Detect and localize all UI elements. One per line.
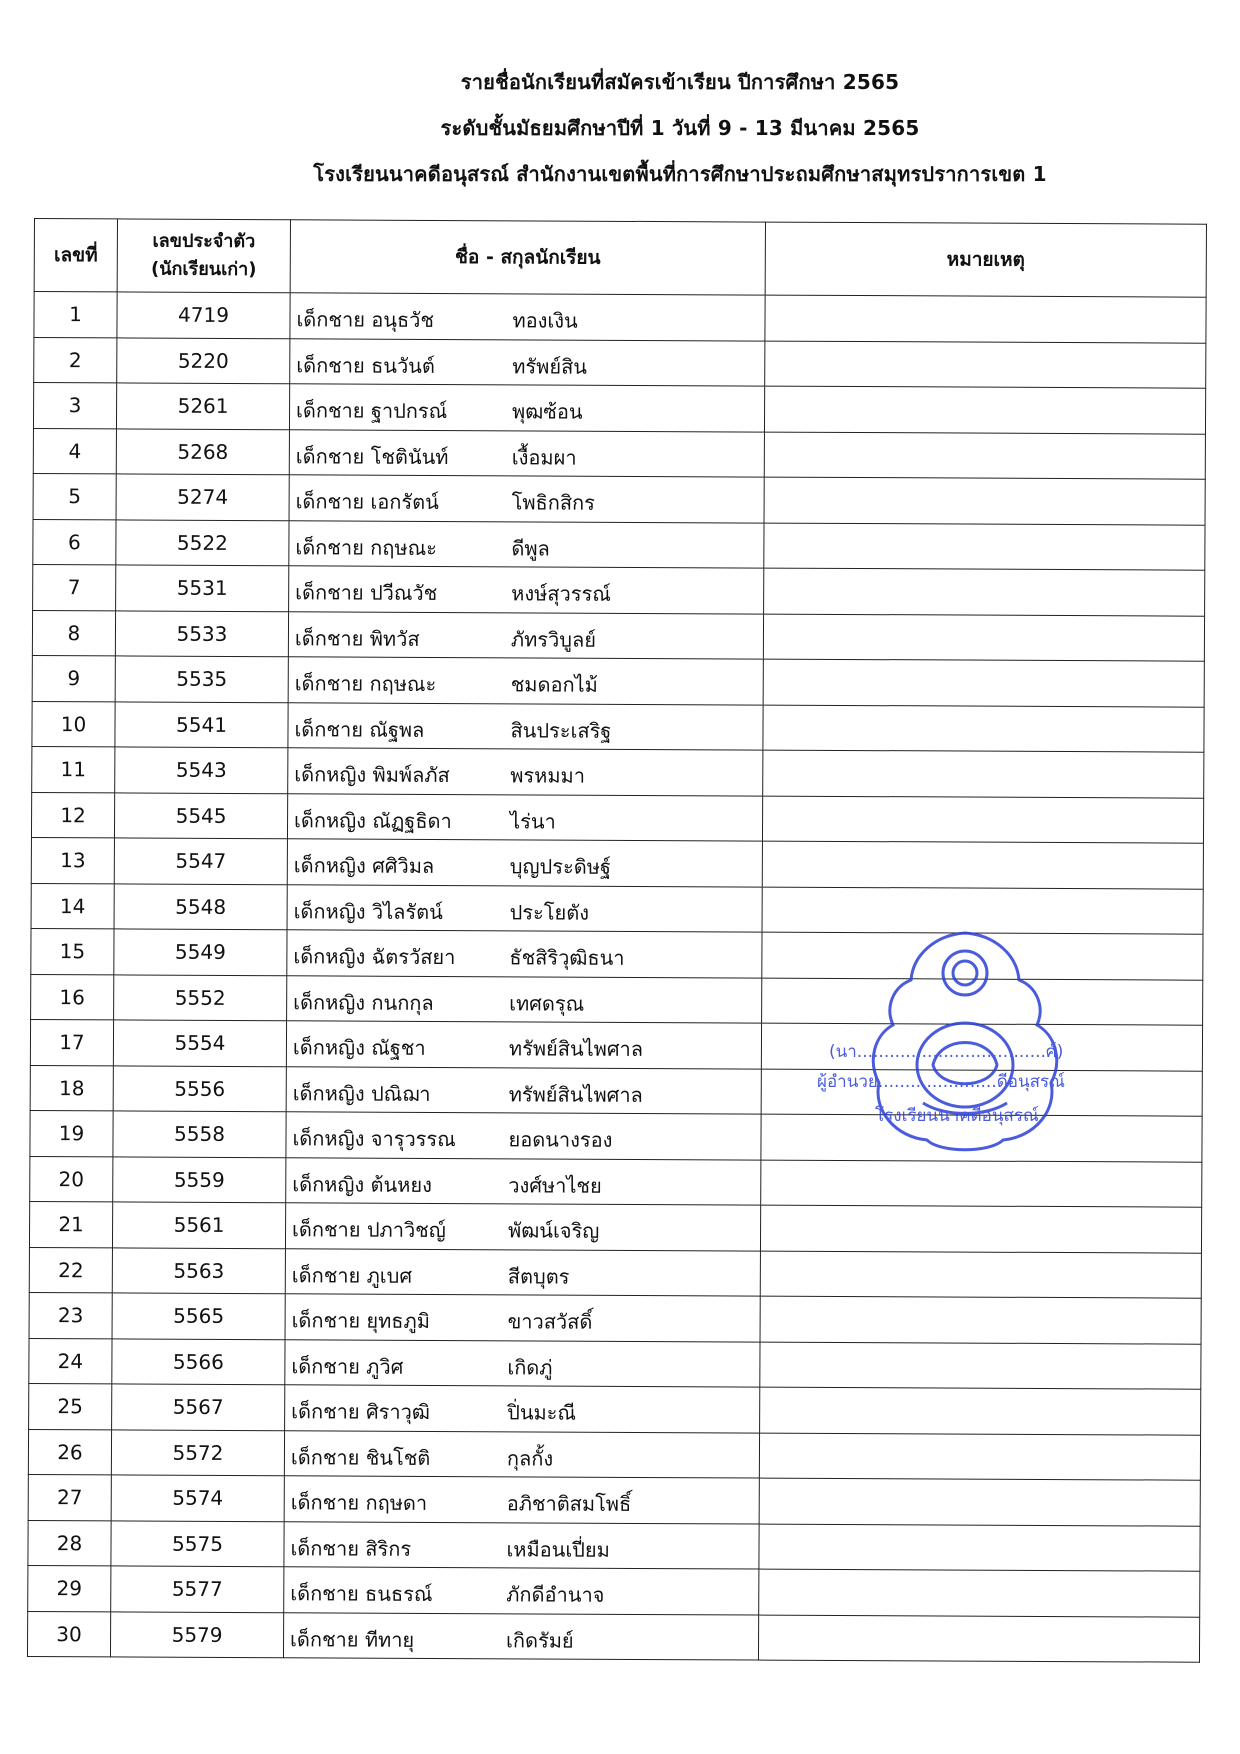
row-remark [760,1251,1201,1299]
table-row [32,655,1204,706]
row-student-name-cell [290,293,765,341]
row-surname: ภักดีอำนาจ [506,1582,605,1607]
row-no: 25 [29,1383,112,1429]
row-student-name-cell [284,1567,759,1615]
table-row [31,837,1203,888]
row-first-name: เด็กชาย ชินโชติ [290,1444,431,1470]
table-row [33,428,1205,479]
row-student-id: 5549 [114,929,287,975]
table-row [32,701,1204,752]
row-no: 29 [28,1565,111,1611]
row-first-name: เด็กชาย สิริกร [290,1535,412,1561]
row-remark [764,432,1205,480]
row-no: 27 [28,1474,111,1520]
row-no: 22 [29,1247,112,1293]
row-student-id: 5574 [111,1475,284,1521]
table-row [33,473,1205,524]
row-remark [758,1615,1199,1663]
row-student-name-cell [285,1294,760,1342]
table-row [28,1429,1200,1480]
row-first-name: เด็กชาย ศิราวุฒิ [291,1399,431,1424]
document-subtitle: ระดับชั้นมัธยมศึกษาปีที่ 1 วันที่ 9 - 13 มีนาคม 2565 [440,116,920,140]
row-student-name-cell [287,975,762,1023]
table-row [27,1611,1199,1662]
row-student-id: 5274 [116,474,289,520]
row-student-name-cell [286,1021,761,1069]
row-first-name: เด็กชาย ปภาวิชญ์ [292,1217,446,1243]
header-id-line2: (นักเรียนเก่า) [150,258,257,281]
row-remark [762,796,1203,844]
row-student-id: 5545 [114,792,287,838]
row-surname: โพธิกสิกร [511,490,595,515]
row-no: 15 [31,928,114,974]
row-student-id: 5579 [110,1611,283,1657]
row-remark [765,295,1206,343]
row-student-name-cell [290,338,765,386]
row-student-id: 5561 [112,1202,285,1248]
header-id-line1: เลขประจำตัว [152,230,256,253]
row-student-id: 5261 [116,383,289,429]
row-remark [764,568,1205,616]
table-row [29,1247,1201,1298]
row-first-name: เด็กหญิง จารุวรรณ [292,1126,456,1152]
row-student-name-cell [284,1476,759,1524]
row-remark [759,1433,1200,1481]
row-surname: พัฒน์เจริญ [507,1218,600,1243]
row-surname: ยอดนางรอง [508,1127,613,1152]
row-first-name: เด็กชาย ธนธรณ์ [290,1581,433,1606]
row-first-name: เด็กหญิง ณัฏฐธิดา [294,807,452,833]
row-remark [763,614,1204,662]
row-remark [763,750,1204,798]
row-surname: ดีพูล [511,535,550,561]
row-student-id: 5522 [116,519,289,565]
row-first-name: เด็กชาย กฤษณะ [295,534,437,560]
row-no: 16 [31,974,114,1020]
row-no: 18 [30,1065,113,1111]
row-surname: เงื้อมผา [511,444,577,470]
row-surname: ขาวสวัสดิ์ [507,1309,593,1334]
row-first-name: เด็กหญิง กนกกุล [293,989,434,1015]
row-surname: วงศ์ษาไชย [508,1172,602,1198]
row-surname: สีตบุตร [507,1263,570,1289]
row-student-id: 5556 [113,1065,286,1111]
row-student-id: 5541 [115,701,288,747]
row-no: 23 [29,1292,112,1338]
row-first-name: เด็กชาย เอกรัตน์ [295,489,439,514]
row-surname: ธัชสิริวุฒิธนา [509,945,625,970]
row-student-id: 5552 [114,974,287,1020]
row-student-name-cell [288,748,763,796]
row-no: 13 [31,837,114,883]
row-remark [764,386,1205,434]
header-name: ชื่อ - สกุลนักเรียน [290,220,765,295]
row-surname: ทองเงิน [512,308,578,333]
row-first-name: เด็กหญิง พิมพ์ลภัส [294,762,450,788]
row-student-name-cell [286,1157,761,1205]
row-remark [760,1296,1201,1344]
row-student-name-cell [285,1339,760,1387]
row-first-name: เด็กหญิง วิไลรัตน์ [293,898,443,924]
row-student-name-cell [288,702,763,750]
row-student-id: 5567 [112,1384,285,1430]
row-student-id: 5268 [116,428,289,474]
row-first-name: เด็กชาย ณัฐพล [294,716,425,742]
row-student-name-cell [289,384,764,432]
row-student-name-cell [285,1248,760,1296]
school-seal-stamp [815,925,1115,1170]
table-row [32,610,1204,661]
row-student-id: 5531 [116,565,289,611]
row-surname: พรหมมา [510,763,586,788]
school-line: โรงเรียนนาคดีอนุสรณ์ สำนักงานเขตพื้นที่การศึกษาประถมศึกษาสมุทรปราการเขต 1 [313,162,1047,186]
row-remark [763,705,1204,753]
row-first-name: เด็กชาย กฤษดา [290,1490,428,1515]
table-row [33,383,1205,434]
table-row [28,1474,1200,1525]
row-student-id: 5554 [113,1020,286,1066]
row-student-name-cell [286,1066,761,1114]
row-first-name: เด็กหญิง ฉัตรวัสยา [293,944,456,970]
row-student-id: 5575 [111,1520,284,1566]
row-student-id: 5563 [112,1247,285,1293]
row-first-name: เด็กชาย ยุทธภูมิ [291,1308,430,1333]
row-no: 6 [33,519,116,565]
table-header-row [34,219,1206,298]
row-student-name-cell [289,520,764,568]
row-no: 19 [30,1110,113,1156]
table-row [31,792,1203,843]
row-no: 26 [28,1429,111,1475]
row-student-id: 5547 [114,838,287,884]
row-student-name-cell [284,1430,759,1478]
row-student-name-cell [289,475,764,523]
row-first-name: เด็กชาย ภูวิศ [291,1353,404,1379]
row-first-name: เด็กชาย ธนวันต์ [296,352,435,378]
row-student-id: 4719 [117,292,290,338]
table-row [28,1565,1200,1616]
row-first-name: เด็กชาย พิทวัส [294,625,420,651]
row-remark [764,477,1205,525]
row-first-name: เด็กชาย ปวีณวัช [295,580,438,605]
row-student-name-cell [288,657,763,705]
row-remark [762,841,1203,889]
row-student-id: 5565 [112,1293,285,1339]
row-surname: อภิชาติสมโพธิ์ [506,1491,632,1516]
row-no: 9 [32,655,115,701]
row-student-name-cell [287,930,762,978]
row-student-id: 5572 [111,1429,284,1475]
row-no: 21 [29,1201,112,1247]
row-surname: กุลกั้ง [506,1445,554,1471]
row-remark [759,1524,1200,1572]
row-first-name: เด็กชาย โชตินันท์ [295,443,449,469]
document-title: รายชื่อนักเรียนที่สมัครเข้าเรียน ปีการศึกษา 2565 [460,70,900,94]
row-surname: ทรัพย์สินไพศาล [508,1036,644,1061]
seal-title-line: ผู้อำนวย......................ดีอนุสรณ์ [817,1072,1065,1092]
row-no: 30 [27,1611,110,1657]
row-remark [760,1342,1201,1390]
row-first-name: เด็กชาย อนุธวัช [296,307,435,332]
row-no: 5 [33,473,116,519]
header-remark: หมายเหตุ [765,222,1206,297]
table-row [32,746,1204,797]
row-student-id: 5535 [115,656,288,702]
row-remark [759,1569,1200,1617]
row-surname: เหมือนเปี่ยม [506,1536,610,1562]
table-row [29,1201,1201,1252]
row-no: 10 [32,701,115,747]
row-no: 12 [31,792,114,838]
row-first-name: เด็กหญิง ศศิวิมล [293,853,435,878]
row-no: 8 [32,610,115,656]
row-student-name-cell [287,793,762,841]
row-surname: ปิ่นมะณี [507,1400,577,1425]
row-student-id: 5577 [111,1566,284,1612]
row-student-id: 5566 [112,1338,285,1384]
row-student-name-cell [285,1203,760,1251]
row-student-id: 5559 [113,1156,286,1202]
row-first-name: เด็กหญิง ปณิฌา [292,1080,431,1106]
table-row [33,564,1205,615]
seal-name-line: (นา...................................ศ์) [829,1042,1064,1062]
row-student-name-cell [284,1521,759,1569]
row-remark [763,659,1204,707]
row-student-id: 5533 [115,610,288,656]
seal-school-line: โรงเรียนนาคดีอนุสรณ์ [875,1106,1039,1126]
row-remark [765,341,1206,389]
row-student-name-cell [283,1612,758,1660]
header-id [117,219,290,293]
row-student-name-cell [285,1385,760,1433]
row-student-name-cell [289,566,764,614]
row-surname: หงษ์สุวรรณ์ [511,581,611,606]
row-remark [760,1205,1201,1253]
row-no: 11 [32,746,115,792]
row-first-name: เด็กชาย ภูเบศ [291,1262,413,1288]
row-student-id: 5548 [114,883,287,929]
row-student-id: 5558 [113,1111,286,1157]
row-surname: ประโยตัง [509,899,590,925]
row-surname: สินประเสริฐ [510,717,612,743]
row-remark [759,1478,1200,1526]
row-no: 24 [29,1338,112,1384]
table-row [33,519,1205,570]
row-surname: ทรัพย์สินไพศาล [508,1081,643,1107]
row-surname: เกิดภู่ [507,1354,553,1380]
row-student-name-cell [287,884,762,932]
row-student-id: 5220 [117,337,290,383]
row-surname: ภัทรวิบูลย์ [510,626,597,652]
row-surname: ชมดอกไม้ [510,672,598,697]
row-remark [760,1387,1201,1435]
row-no: 14 [31,883,114,929]
row-surname: บุญประดิษฐ์ [509,854,612,879]
row-no: 28 [28,1520,111,1566]
table-row [29,1338,1201,1389]
row-first-name: เด็กชาย กฤษณะ [294,671,437,696]
header-no: เลขที่ [34,219,117,292]
row-surname: พุฒซ้อน [512,399,583,424]
table-row [34,337,1206,388]
row-student-name-cell [287,839,762,887]
row-no: 4 [33,428,116,474]
row-first-name: เด็กชาย ฐาปกรณ์ [296,398,448,424]
row-remark [764,523,1205,571]
table-row [34,292,1206,343]
row-no: 1 [34,292,117,338]
row-no: 20 [30,1156,113,1202]
row-first-name: เด็กชาย ทีทายุ [290,1626,415,1652]
row-surname: เกิดรัมย์ [505,1627,574,1653]
table-row [29,1383,1201,1434]
row-surname: ทรัพย์สิน [512,353,588,379]
table-row [29,1292,1201,1343]
row-student-id: 5543 [115,747,288,793]
row-no: 17 [30,1019,113,1065]
row-no: 2 [34,337,117,383]
row-student-name-cell [286,1112,761,1160]
row-first-name: เด็กหญิง ต้นหยง [292,1171,432,1197]
table-row [28,1520,1200,1571]
row-student-name-cell [289,429,764,477]
row-surname: ไร่นา [510,808,556,834]
row-first-name: เด็กหญิง ณัฐชา [292,1035,426,1060]
row-no: 7 [33,564,116,610]
row-no: 3 [33,383,116,429]
row-surname: เทศดรุณ [509,990,585,1016]
row-student-name-cell [288,611,763,659]
